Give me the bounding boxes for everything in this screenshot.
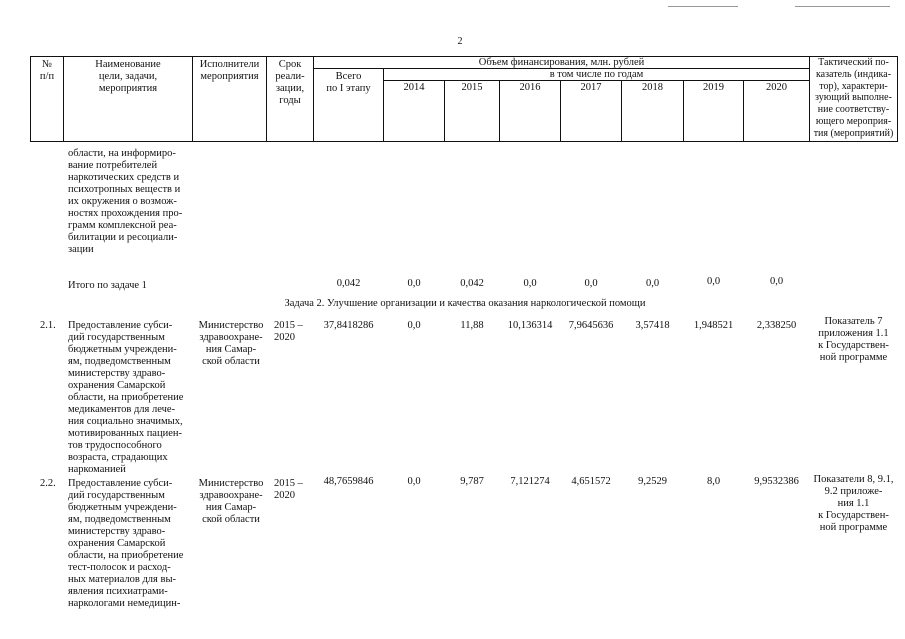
row-value: 7,9645636 <box>568 320 614 331</box>
header-year: 2018 <box>642 82 663 93</box>
row-value: 0,0 <box>407 320 421 331</box>
task-title: Задача 2. Улучшение организации и качества оказания наркологической помощи <box>284 298 646 309</box>
row-value: 3,57418 <box>635 320 670 331</box>
subtotal-value: 0,0 <box>769 276 784 287</box>
row-value: 4,651572 <box>571 476 611 487</box>
header-by-years: в том числе по годам <box>549 69 644 80</box>
row-value: 11,88 <box>460 320 484 331</box>
header-number: № п/п <box>39 59 55 82</box>
row-name: Предоставление субси- дий государственным бюджетным учреждени- ям, подведомственным министерству здраво- охранения Самарской области, на приобретение тест-полосок и расход- ных материалов для вы- явления психиатрами- наркологами немедицин- <box>68 478 184 609</box>
row-value: 7,121274 <box>510 476 550 487</box>
subtotal-value: 0,0 <box>523 278 537 289</box>
subtotal-total: 0,042 <box>336 278 361 289</box>
header-funding-title: Объем финансирования, млн. рублей <box>478 57 645 68</box>
subtotal-value: 0,0 <box>584 278 598 289</box>
subtotal-value: 0,042 <box>460 278 484 289</box>
subtotal-value: 0,0 <box>645 278 660 289</box>
header-name: Наименование цели, задачи, мероприятия <box>95 59 161 94</box>
row-number: 2.1. <box>40 320 56 331</box>
row-value: 1,948521 <box>693 320 734 331</box>
row-value: 8,0 <box>706 476 721 487</box>
header-executor: Исполнители мероприятия <box>199 59 260 82</box>
header-indicator: Тактический по- казатель (индика- тор), характери- зующий выполне- ние соответству- ющего мероприя- тия (мероприятий) <box>813 57 894 139</box>
row-value: 10,136314 <box>507 320 553 331</box>
scan-mark <box>795 6 890 7</box>
row-total: 37,8418286 <box>323 320 374 331</box>
subtotal-value: 0,0 <box>407 278 421 289</box>
row-value: 9,2529 <box>638 476 667 487</box>
row-executor: Министерство здравоохране- ния Самар- ской области <box>198 478 264 525</box>
row-executor: Министерство здравоохране- ния Самар- ской области <box>198 320 264 367</box>
header-term: Срок реали- зации, годы <box>275 59 305 106</box>
scan-mark <box>668 6 738 7</box>
row-value: 9,9532386 <box>754 476 799 487</box>
header-year: 2014 <box>403 82 425 93</box>
row-value: 0,0 <box>407 476 421 487</box>
subtotal-value: 0,0 <box>706 276 721 287</box>
continuation-text: области, на информиро- вание потребителей наркотических средств и психотропных веществ и их окружения о возмож- ностях прохождения про- грамм комплексной реа- билитации и ресоциали- зации <box>68 148 183 255</box>
row-value: 9,787 <box>460 476 484 487</box>
header-year: 2015 <box>461 82 483 93</box>
row-value: 2,338250 <box>756 320 797 331</box>
row-indicator: Показатель 7 приложения 1.1 к Государствен- ной программе <box>818 316 889 363</box>
header-year: 2020 <box>766 82 787 93</box>
header-total: Всего по I этапу <box>326 71 371 94</box>
page-number: 2 <box>457 36 463 47</box>
header-year: 2016 <box>519 82 541 93</box>
row-total: 48,7659846 <box>323 476 374 487</box>
row-term: 2015 – 2020 <box>274 320 303 343</box>
row-indicator: Показатели 8, 9.1, 9.2 приложе- ния 1.1 к Государствен- ной программе <box>813 474 894 533</box>
row-term: 2015 – 2020 <box>274 478 303 501</box>
subtotal-label: Итого по задаче 1 <box>68 280 147 291</box>
header-year: 2017 <box>580 82 602 93</box>
row-number: 2.2. <box>40 478 56 489</box>
header-year: 2019 <box>703 82 724 93</box>
row-name: Предоставление субси- дий государственным бюджетным учреждени- ям, подведомственным министерству здраво- охранения Самарской области, на приобретение медикаментов для лече- ния социально значимых, мотивированных пациен- тов трудоспособного возраста, страдающих наркоманией <box>68 320 184 475</box>
